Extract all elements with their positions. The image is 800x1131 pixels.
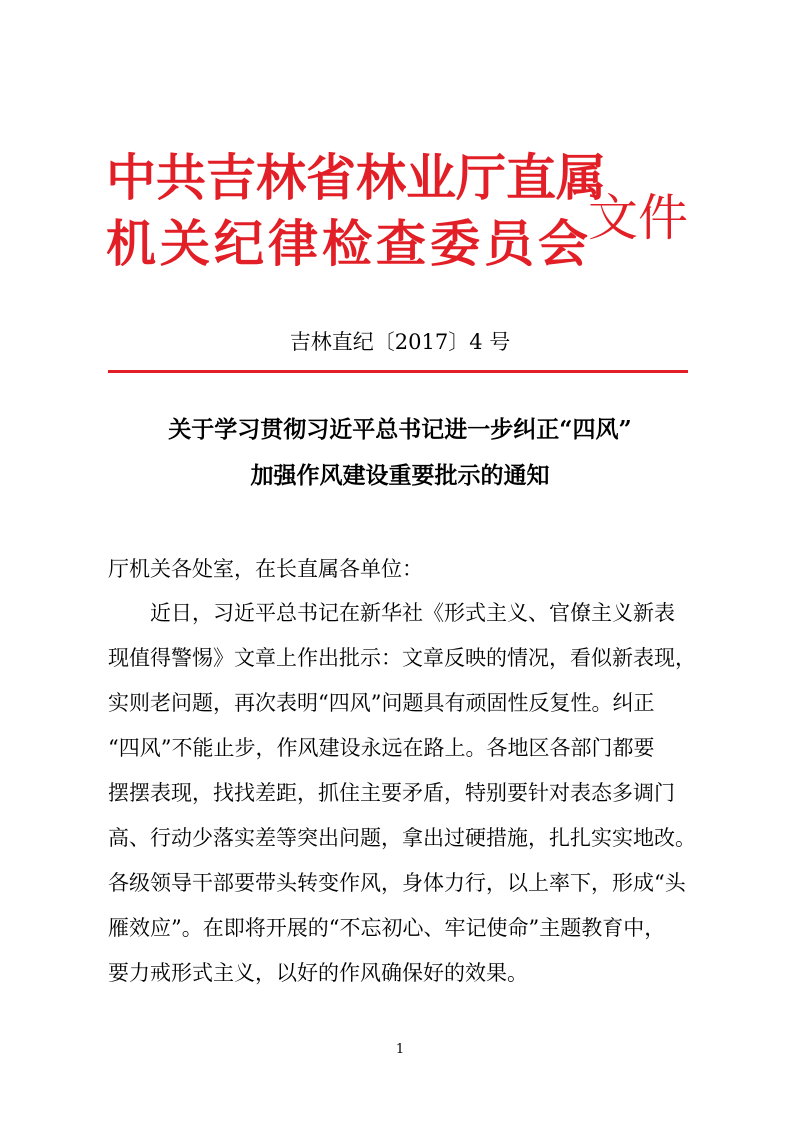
paragraph-line: 近日，习近平总书记在新华社《形式主义、官僚主义新表 [108, 601, 675, 625]
paragraph-line: 现值得警惕》文章上作出批示：文章反映的情况，看似新表现， [108, 646, 696, 670]
document-title-line-2: 加强作风建设重要批示的通知 [250, 462, 550, 489]
paragraph-line: 高、行动少落实差等突出问题，拿出过硬措施，扎扎实实地改。 [108, 826, 696, 850]
document-number: 吉林直纪〔2017〕4 号 [289, 330, 511, 354]
paragraph-line: 摆摆表现，找找差距，抓住主要矛盾，特别要针对表态多调门 [108, 781, 675, 805]
header-suffix: 文件 [588, 189, 688, 247]
paragraph-line: 雁效应”。在即将开展的“不忘初心、牢记使命”主题教育中， [108, 916, 666, 940]
header-title-line-1: 中共吉林省林业厅直属 [106, 149, 606, 207]
paragraph-line: 实则老问题，再次表明“四风”问题具有顽固性反复性。纠正 [108, 691, 655, 715]
header-title-line-2: 机关纪律检查委员会 [106, 215, 592, 273]
document-title-line-1: 关于学习贯彻习近平总书记进一步纠正“四风” [168, 416, 632, 443]
paragraph-line: “四风”不能止步，作风建设永远在路上。各地区各部门都要 [108, 736, 655, 760]
page-number: 1 [395, 1042, 405, 1057]
paragraph-line: 要力戒形式主义，以好的作风确保好的效果。 [108, 961, 528, 985]
red-divider [108, 370, 688, 373]
salutation: 厅机关各处室，在长直属各单位： [108, 557, 423, 581]
red-header [106, 148, 706, 288]
paragraph-line: 各级领导干部要带头转变作风，身体力行，以上率下，形成“头 [108, 871, 686, 895]
